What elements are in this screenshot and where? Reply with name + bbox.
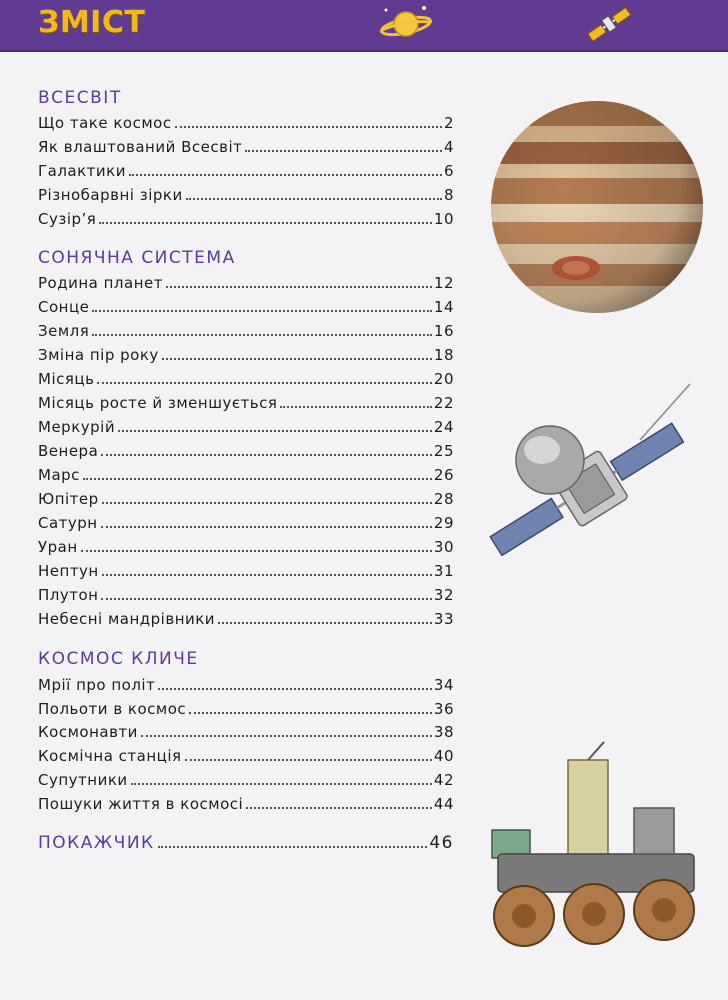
toc-item-page: 10: [433, 210, 454, 228]
toc-item-label: Місяць: [38, 370, 95, 388]
saturn-icon: [378, 2, 434, 46]
toc-item-label: Небесні мандрівники: [38, 610, 216, 628]
toc-item-label: Плутон: [38, 586, 99, 604]
leader-dots: [92, 334, 432, 336]
toc-item-label: Пошуки життя в космосі: [38, 795, 244, 813]
toc-item-page: 44: [433, 795, 454, 813]
toc-item-label: Що таке космос: [38, 114, 172, 132]
satellite-icon: [584, 2, 634, 46]
toc-item[interactable]: [38, 272, 454, 294]
toc-item-page: 31: [433, 562, 454, 580]
toc-item[interactable]: [38, 488, 454, 510]
leader-dots: [246, 807, 432, 809]
toc-item-label: Нептун: [38, 562, 99, 580]
leader-dots: [101, 454, 432, 456]
toc-item[interactable]: [38, 769, 454, 791]
toc-item[interactable]: [38, 440, 454, 462]
leader-dots: [81, 550, 432, 552]
section-title-universe: ВСЕСВІТ: [38, 88, 122, 108]
toc-item-page: 16: [433, 322, 454, 340]
leader-dots: [83, 478, 432, 480]
leader-dots: [280, 406, 432, 408]
toc-item[interactable]: [38, 296, 454, 318]
leader-dots: [102, 502, 432, 504]
toc-item-page: 29: [433, 514, 454, 532]
leader-dots: [158, 846, 428, 848]
toc-index-page: 46: [429, 833, 454, 853]
toc-item[interactable]: [38, 512, 454, 534]
toc-item-page: 18: [433, 346, 454, 364]
leader-dots: [245, 150, 442, 152]
toc-item[interactable]: [38, 112, 454, 134]
toc-item-page: 34: [433, 676, 454, 694]
toc-item-label: Марс: [38, 466, 80, 484]
toc-item[interactable]: [38, 560, 454, 582]
toc-item[interactable]: [38, 464, 454, 486]
toc-item-label: Космонавти: [38, 723, 138, 741]
leader-dots: [158, 688, 432, 690]
toc-item-page: 4: [443, 138, 454, 156]
toc-item-label: Космічна станція: [38, 747, 182, 765]
toc-item-label: Сузір’я: [38, 210, 97, 228]
toc-item-label: Уран: [38, 538, 78, 556]
toc-item-label: Мрії про політ: [38, 676, 156, 694]
toc-item-label: Родина планет: [38, 274, 163, 292]
toc-item-page: 40: [433, 747, 454, 765]
toc-item[interactable]: [38, 160, 454, 182]
toc-item-page: 33: [433, 610, 454, 628]
toc-index-item[interactable]: [38, 832, 454, 854]
toc-item-page: 36: [433, 700, 454, 718]
toc-item-page: 38: [433, 723, 454, 741]
leader-dots: [118, 430, 432, 432]
leader-dots: [129, 174, 442, 176]
toc-item[interactable]: [38, 536, 454, 558]
leader-dots: [101, 598, 431, 600]
toc-item-page: 22: [433, 394, 454, 412]
toc-item[interactable]: [38, 608, 454, 630]
toc-item-label: Різнобарвні зірки: [38, 186, 183, 204]
leader-dots: [189, 712, 432, 714]
toc-item-label: Юпітер: [38, 490, 99, 508]
toc-item-page: 12: [433, 274, 454, 292]
toc-item-label: Меркурій: [38, 418, 116, 436]
toc-item[interactable]: [38, 208, 454, 230]
toc-item-label: Сонце: [38, 298, 90, 316]
toc-item-page: 42: [433, 771, 454, 789]
toc-item-label: Місяць росте й зменшується: [38, 394, 278, 412]
leader-dots: [141, 735, 432, 737]
leader-dots: [175, 126, 442, 128]
leader-dots: [131, 783, 432, 785]
rover-illustration: [484, 738, 712, 956]
leader-dots: [186, 198, 442, 200]
toc-item-label: Як влаштований Всесвіт: [38, 138, 243, 156]
toc-item-page: 2: [443, 114, 454, 132]
toc-item-page: 26: [433, 466, 454, 484]
toc-item[interactable]: [38, 320, 454, 342]
toc-item[interactable]: [38, 184, 454, 206]
toc-item-label: Венера: [38, 442, 99, 460]
page-title: ЗМІСТ: [38, 5, 146, 40]
toc-item-label: Сатурн: [38, 514, 98, 532]
leader-dots: [185, 759, 432, 761]
toc-item-page: 30: [433, 538, 454, 556]
toc-item[interactable]: [38, 674, 454, 696]
toc-item-page: 14: [433, 298, 454, 316]
section-title-solar-system: СОНЯЧНА СИСТЕМА: [38, 248, 236, 268]
leader-dots: [101, 526, 432, 528]
toc-item-label: Польоти в космос: [38, 700, 187, 718]
toc-item[interactable]: [38, 416, 454, 438]
toc-item-page: 24: [433, 418, 454, 436]
toc-item[interactable]: [38, 745, 454, 767]
toc-item-label: Супутники: [38, 771, 128, 789]
leader-dots: [92, 310, 432, 312]
section-title-space-calls: КОСМОС КЛИЧЕ: [38, 649, 199, 669]
toc-item-page: 8: [443, 186, 454, 204]
toc-item[interactable]: [38, 721, 454, 743]
toc-item-page: 6: [443, 162, 454, 180]
toc-item[interactable]: [38, 392, 454, 414]
leader-dots: [97, 382, 431, 384]
toc-item-label: Галактики: [38, 162, 126, 180]
toc-item-label: Земля: [38, 322, 90, 340]
leader-dots: [166, 286, 432, 288]
header-banner: [0, 0, 728, 52]
toc-item[interactable]: [38, 698, 454, 720]
toc-item-page: 32: [433, 586, 454, 604]
toc-item[interactable]: [38, 344, 454, 366]
toc-item-page: 25: [433, 442, 454, 460]
toc-item[interactable]: [38, 368, 454, 390]
leader-dots: [99, 222, 432, 224]
toc-item[interactable]: [38, 136, 454, 158]
toc-index-label: ПОКАЖЧИК: [38, 833, 155, 853]
leader-dots: [102, 574, 432, 576]
toc-item-label: Зміна пір року: [38, 346, 159, 364]
leader-dots: [218, 622, 432, 624]
leader-dots: [162, 358, 432, 360]
toc-item[interactable]: [38, 793, 454, 815]
toc-item[interactable]: [38, 584, 454, 606]
satellite-illustration: [480, 380, 702, 590]
toc-item-page: 20: [433, 370, 454, 388]
jupiter-illustration: [486, 96, 708, 318]
toc-item-page: 28: [433, 490, 454, 508]
